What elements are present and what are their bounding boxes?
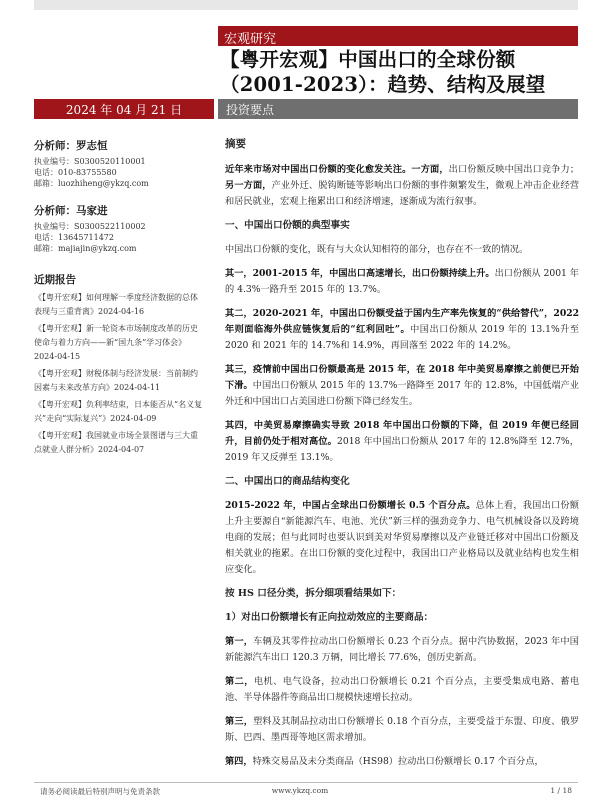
body-text: 产业外迁、脱钩断链等影响出口份额的事件频繁发生，微观上冲击企业经营和居民就业，宏观上拖累出口和经济增速，逐渐成为流行叙事。 — [225, 180, 580, 207]
sub-heading: 按 HS 口径分类，拆分细项看结果如下： — [225, 588, 402, 599]
body-text: 2018 年中国出口份额从 2017 年的 12.8%降至 12.7%，2019 年又反弹至 13.1%。 — [225, 436, 579, 463]
item-paragraph — [225, 754, 579, 770]
category-banner — [218, 26, 578, 46]
sub-heading: 1）对出口份额增长有正向拉动效应的主要商品： — [225, 612, 434, 623]
analyst-name: 分析师：罗志恒 — [34, 140, 108, 152]
item-paragraph — [225, 674, 579, 706]
bold-text: 第一， — [225, 636, 254, 647]
analyst-block — [34, 138, 204, 189]
fact-paragraph — [225, 266, 579, 298]
body-paragraph — [225, 498, 579, 578]
title-line-1: 【粤开宏观】中国出口的全球份额 — [220, 48, 516, 71]
top-decor-bar — [34, 0, 578, 10]
bold-text: 2015-2022 年，中国占全球出口份额增长 0.5 个百分点。 — [225, 500, 476, 511]
footer-page-number: 1 / 18 — [550, 786, 572, 795]
body-text: 出口份额反映中国出口竞争力； — [448, 164, 580, 175]
body-text: 中国出口份额从 2015 年的 13.7%一路降至 2017 年的 12.8%，中国低端产业外迁和中国出口占美国进口份额下降已经发生。 — [225, 380, 579, 407]
analyst-phone: 电话：13645711472 — [34, 233, 114, 242]
bold-text: 其一，2001-2015 年，中国出口高速增长，出口份额持续上升。 — [225, 268, 495, 279]
title-line-2: （2001-2023）：趋势、结构及展望 — [220, 73, 546, 96]
analyst-license: 执业编号：S0300522110002 — [34, 222, 146, 231]
section-heading: 二、中国出口的商品结构变化 — [225, 476, 350, 487]
sidebar — [34, 126, 204, 460]
body-text: 电机、电气设备，拉动出口份额增长 0.21 个百分点，主要受集成电路、蓄电池、半导体器件等商品出口规模快速增长拉动。 — [225, 676, 580, 703]
analyst-email[interactable]: 邮箱：luozhiheng@ykzq.com — [34, 179, 149, 188]
bold-text: 第三， — [225, 716, 254, 727]
recent-report-link[interactable]: 《【粤开宏观】我国就业市场全景图谱与三大重点就业人群分析》2024-04-07 — [34, 431, 198, 454]
recent-report-link[interactable]: 《【粤开宏观】如何理解一季度经济数据的总体表现与三重背离》2024-04-16 — [34, 293, 198, 316]
summary-paragraph — [225, 162, 579, 210]
bold-text: 其四，中美贸易摩擦确实导致 2018 年中国出口份额的下降，但 2019 年便已经回升，目前仍处于相对高位。 — [225, 420, 579, 447]
analyst-phone: 电话：010-83755580 — [34, 168, 117, 177]
item-paragraph — [225, 634, 579, 666]
analyst-email[interactable]: 邮箱：majiajin@ykzq.com — [34, 244, 137, 253]
item-paragraph — [225, 714, 579, 746]
footer-website[interactable]: www.ykzq.com — [271, 786, 329, 795]
section-label: 投资要点 — [226, 103, 275, 117]
fact-paragraph — [225, 418, 579, 466]
body-text: 总体上看，我国出口份额上升主要源自“新能源汽车、电池、光伏”新三样的强劲竞争力、电气机械设备以及跨境电商的发展；但与此同时也要认识到美对华贸易摩擦以及产业链迁移对中国出口份额及相关就业的拖累。在出口份额的变化过程中，我国出口产业格局以及就业结构也发生相应变化。 — [225, 500, 579, 575]
section-heading: 一、中国出口份额的典型事实 — [225, 220, 350, 231]
body-text: 中国出口份额从 2019 年的 13.1%升至 2020 和 2021 年的 14.7%和 14.9%，再回落至 2022 年的 14.2%。 — [225, 324, 579, 351]
fact-paragraph — [225, 306, 579, 354]
analyst-name: 分析师：马家进 — [34, 205, 108, 217]
date-banner — [34, 99, 214, 119]
body-text: 塑料及其制品拉动出口份额增长 0.18 个百分点，主要受益于东盟、印度、俄罗斯、巴西、墨西哥等地区需求增加。 — [225, 716, 580, 743]
body-text: 车辆及其零件拉动出口份额增长 0.23 个百分点。据中汽协数据，2023 年中国新能源汽车出口 120.3 万辆，同比增长 77.6%，创历史新高。 — [225, 636, 579, 663]
main-content — [225, 136, 579, 778]
recent-report-link[interactable]: 《【粤开宏观】财税体制与经济发展：当前制约因素与未来改革方向》2024-04-11 — [34, 369, 198, 392]
report-date: 2024 年 04 月 21 日 — [65, 103, 183, 117]
body-text: 出口份额从 2001 年的 4.3%一路升至 2015 年的 13.7%。 — [225, 268, 579, 295]
section-banner — [218, 99, 578, 119]
category-label: 宏观研究 — [224, 32, 277, 47]
body-text: 特殊交易品及未分类商品（HS98）拉动出口份额增长 0.17 个百分点， — [252, 756, 544, 767]
bold-text: 其三，疫情前中国出口份额最高是 2015 年，在 2018 年中美贸易摩擦之前便已开始下滑。 — [225, 364, 579, 391]
fact-paragraph — [225, 362, 579, 410]
recent-reports-title: 近期报告 — [34, 274, 76, 286]
bold-text: 另一方面， — [225, 180, 272, 191]
bold-text: 第二， — [225, 676, 254, 687]
bold-text: 近年来市场对中国出口份额的变化愈发关注。一方面， — [225, 164, 449, 175]
analyst-block — [34, 203, 204, 254]
bold-text: 第四， — [225, 756, 253, 767]
analyst-license: 执业编号：S0300520110001 — [34, 157, 146, 166]
recent-report-link[interactable]: 《【粤开宏观】负利率结束，日本能否从“名义复兴”走向“实际复兴”》2024-04-09 — [34, 400, 203, 423]
summary-heading: 摘要 — [225, 138, 246, 150]
bold-text: 其二，2020-2021 年，中国出口份额受益于国内生产率先恢复的“供给替代”，2022 年则面临海外供应链恢复后的“红利回吐”。 — [225, 308, 579, 335]
recent-report-link[interactable]: 《【粤开宏观】新一轮资本市场制度改革的历史使命与着力方向——新“国九条”学习体会》2024-04-15 — [34, 324, 198, 361]
body-paragraph: 中国出口份额的变化，既有与大众认知相符的部分，也存在不一致的情况。 — [225, 244, 529, 255]
footer-disclaimer: 请务必阅读最后特别声明与免责条款 — [40, 787, 160, 796]
footer-divider — [34, 782, 578, 783]
report-title — [220, 47, 582, 97]
